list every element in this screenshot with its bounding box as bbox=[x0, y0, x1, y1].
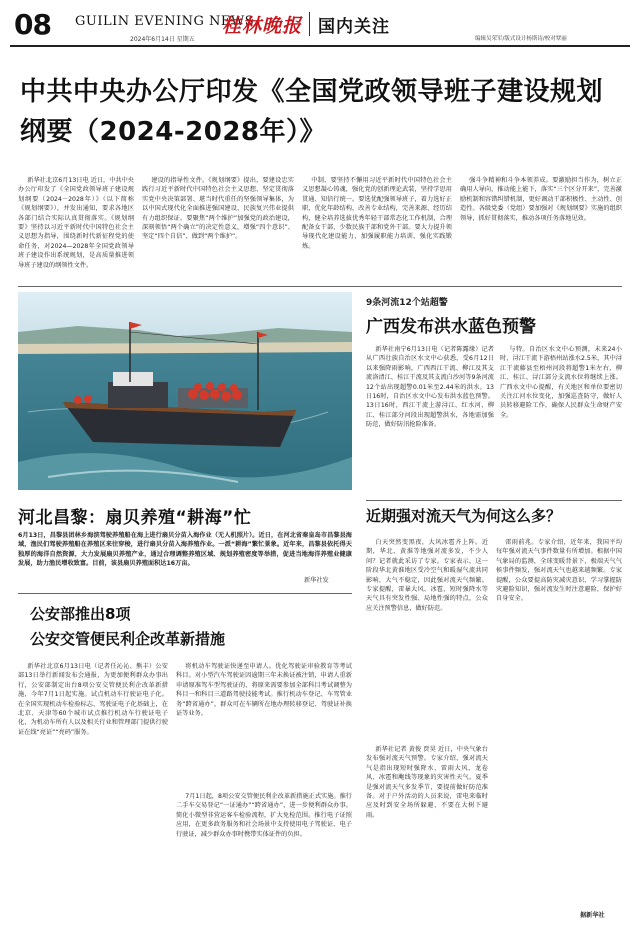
photo-headline: 河北昌黎：扇贝养殖“耕海”忙 bbox=[18, 508, 252, 528]
photo-caption-text: 6月13日，昌黎县团林乡海滨驾驶养殖船在海上进行扇贝分苗入海作业（无人机照片）。近日，在河北省秦皇岛市昌黎县海域，渔民们驾驶养殖船在养殖区来往穿梭，进行扇贝分苗入海养殖作业。一派“耕海”繁忙景象。近年来，昌黎县依托得天独厚的海洋自然资源，大力发展扇贝养殖产业，通过合理调整养殖区域、规划养殖密度等举措，促进当地海洋养殖业健康发展，助力渔民增收致富。目前，该县扇贝养殖面积达16万亩。 bbox=[18, 532, 352, 568]
lead-headline: 中共中央办公厅印发《全国党政领导班子建设规划纲要（2024-2028年）》 bbox=[20, 77, 604, 147]
photo-credit: 新华社发 bbox=[300, 575, 329, 584]
masthead bbox=[0, 0, 640, 48]
paper-logo: 桂林晚报 bbox=[222, 15, 303, 37]
lead-column-2 bbox=[142, 176, 294, 281]
flood-paragraph: 与特。自治区水文中心预测，未来24小时，浔江干流下游梧州站涨水2.5米，其中浔江干流藤县至梧州河段将超警1米左右，柳江、桂江、浔江部分支流水位将继续上涨。广西水文中心提醒，有关地区和单位要密切关注江河水位变化，加强巡查防守，做好人员转移避险工作，确保人民群众生命财产安全。 bbox=[500, 346, 622, 419]
page-number: 08 bbox=[14, 8, 51, 41]
security-headline-1: 公安部推出8项 bbox=[30, 605, 131, 623]
security-paragraph: 新华社北京6月13日电（记者任沁沁、熊丰）公安部13日举行新闻发布会通报，为更加便利群众办事出行，公安部制定出台8项公安交管便民利企改革新措施，今年7月1日起实施。试点机动车行驶证电子化。在全国实现机动车检验标志、驾驶证电子化基础上，在北京、天津等60个城市试点推行机动车行驶证电子化，为机动车所有人以及相关行业和管理部门提供行驶证在线“亮证”“亮码”服务。 bbox=[18, 663, 168, 736]
security-column-1 bbox=[18, 662, 168, 917]
convection-credit: 据新华社 bbox=[580, 912, 605, 919]
lead-bottom-rule bbox=[18, 286, 622, 287]
lead-paragraph: 新华社北京6月13日电 近日，中共中央办公厅印发了《全国党政领导班子建设规划纲要（2024－2028年）》（以下简称《规划纲要》），并发出通知，要求各地区各部门结合实际认真贯彻落实。《规划纲要》坚持以习近平新时代中国特色社会主义思想为指导，围绕新时代新征程党的使命任务，对2024—2028年全国党政领导班子建设作出系统规划，是高质量推进领导班子建设的纲领性文件。 bbox=[18, 177, 134, 269]
convection-paragraph: 雷雨前兆。专家介绍，近年来，我国平均每年强对流天气事件数量有所增加。根据中国气象局的监测，全球变暖背景下，极端天气气候事件频发，强对流天气也越来越频繁。专家提醒，公众要提高防灾减灾意识，学习掌握防灾避险知识，强对流发生时注意避险，保护好自身安全。 bbox=[496, 539, 622, 603]
lead-paragraph: 建设的指导性文件。《规划纲要》提出，要建设忠实践行习近平新时代中国特色社会主义思想、坚定贯彻落实党中央决策部署、堪当时代重任的坚强领导集体，为以中国式现代化全面推进强国建设、民族复兴伟业提供有力组织保证。要聚焦“两个维护”加强党的政治建设，深刻领悟“两个确立”的决定性意义，增强“四个意识”、坚定“四个自信”、做到“两个维护”。 bbox=[142, 177, 294, 241]
lead-paragraph: 强斗争精神和斗争本领养成。要激励担当作为，树立正确用人导向，推动能上能下，落实“三个区分开来”，完善激励机制和容错纠错机制，更好调动干部积极性、主动性、创造性。各级党委（党组）要加强对《规划纲要》实施的组织领导，抓好贯彻落实，推动各项任务落地见效。 bbox=[460, 177, 622, 222]
security-paragraph: 将机动车驾驶证快递至申请人。优化驾驶证审验教育等考试科目。对小型汽车驾驶证因逾期三年未换证被注销，申请人重新申请原准驾车型驾驶证的，将原来需要参加全部科目考试调整为科目一和科目三道路驾驶技能考试。推行机动车登记、车驾管业务“跨省通办”，群众可在车辆所在地办理转移登记、驾驶证补换证等业务。 bbox=[176, 663, 352, 718]
flood-column-2 bbox=[500, 345, 622, 495]
flood-kicker: 9条河流12个站超警 bbox=[366, 298, 448, 308]
security-column-2 bbox=[176, 662, 352, 790]
convection-headline: 近期强对流天气为何这么多？ bbox=[366, 507, 562, 525]
convection-paragraph: 新华社记者 黄俊 贾昊 近日，中央气象台发布强对流天气预警。专家介绍，强对流天气是指出现短时强降水、雷雨大风、龙卷风、冰雹和飑线等现象的灾害性天气。夏季是强对流天气多发季节，要提前做好防范准备。对于户外活动的人员来说，雷电来临时应及时到安全场所躲避，不要在大树下避雨。 bbox=[366, 746, 488, 819]
fishing-boat-photo bbox=[18, 292, 352, 490]
flood-paragraph: 新华社南宁6月13日电（记者陈露缘）记者从广西壮族自治区水文中心获悉，受6月12日以来强降雨影响，广西西江干流、柳江及其支流洛清江、桂江干流及其支流白沙河等9条河流12个站出现超警0.01米至2.44米的洪水。13日16时，自治区水文中心发布洪水蓝色预警。13日16时，西江干流上游浔江、红水河、柳江、桂江部分河段出现超警洪水，各地需加强防范，做好防汛抢险准备。 bbox=[366, 346, 494, 429]
security-column-3 bbox=[176, 792, 352, 917]
convection-column-2 bbox=[366, 745, 488, 917]
masthead-rule bbox=[10, 45, 630, 47]
security-paragraph: 7月1日起，8项公安交管便民利企改革新措施正式实施。推行二手车交易登记“一证通办”“跨省通办”，进一步便利群众办事。简化小微型非营运客车检验流程，扩大免检范围。推行电子证照应用，在更多政务服务和社会场景中支持使用电子驾驶证、电子行驶证，减少群众办事时携带实体证件的负担。 bbox=[176, 793, 352, 838]
logo-divider bbox=[309, 12, 310, 36]
issue-date: 2024年6月14日 星期五 bbox=[130, 36, 195, 43]
convection-column-1 bbox=[366, 538, 488, 743]
flood-headline: 广西发布洪水蓝色预警 bbox=[366, 317, 536, 337]
lead-column-1 bbox=[18, 176, 134, 281]
convection-paragraph: 白天突然变黑夜，大风冰雹齐上阵。近期，华北、黄淮等地强对流多发，不少人问？记者就此采访了专家。专家表示，这一阶段华北黄淮地区受冷空气和暖湿气流共同影响，大气不稳定，因此强对流天气频繁。专家提醒，雷暴大风、冰雹、短时强降水等天气具有突发性强、局地性强的特点，公众应关注预警信息，做好防范。 bbox=[366, 539, 488, 612]
section-title: 国内关注 bbox=[318, 17, 390, 37]
convection-column-3 bbox=[496, 538, 622, 908]
section-rule-right bbox=[366, 500, 622, 501]
lead-column-3 bbox=[302, 176, 452, 281]
lead-paragraph: 中制、要坚持不懈用习近平新时代中国特色社会主义思想凝心铸魂，强化党的创新理论武装，坚持学思用贯通、知信行统一。要选优配强领导班子，着力选好正职，优化年龄结构，改善专业结构，完善来源、经历结构，健全培养选拔优秀年轻干部常态化工作机制，合理配备女干部、少数民族干部和党外干部。要大力提升领导现代化建设能力，加强履职能力培训，强化实践锻炼。 bbox=[302, 177, 452, 250]
editor-credits: 编辑吴荣军/版式设计杨斯诗/校对覃丽 bbox=[475, 36, 567, 42]
section-rule-left bbox=[18, 593, 352, 594]
security-headline-2: 公安交管便民利企改革新措施 bbox=[30, 630, 226, 648]
paper-english-name: GUILIN EVENING NEWS bbox=[75, 14, 255, 29]
lead-column-4 bbox=[460, 176, 622, 281]
flood-column-1 bbox=[366, 345, 494, 495]
